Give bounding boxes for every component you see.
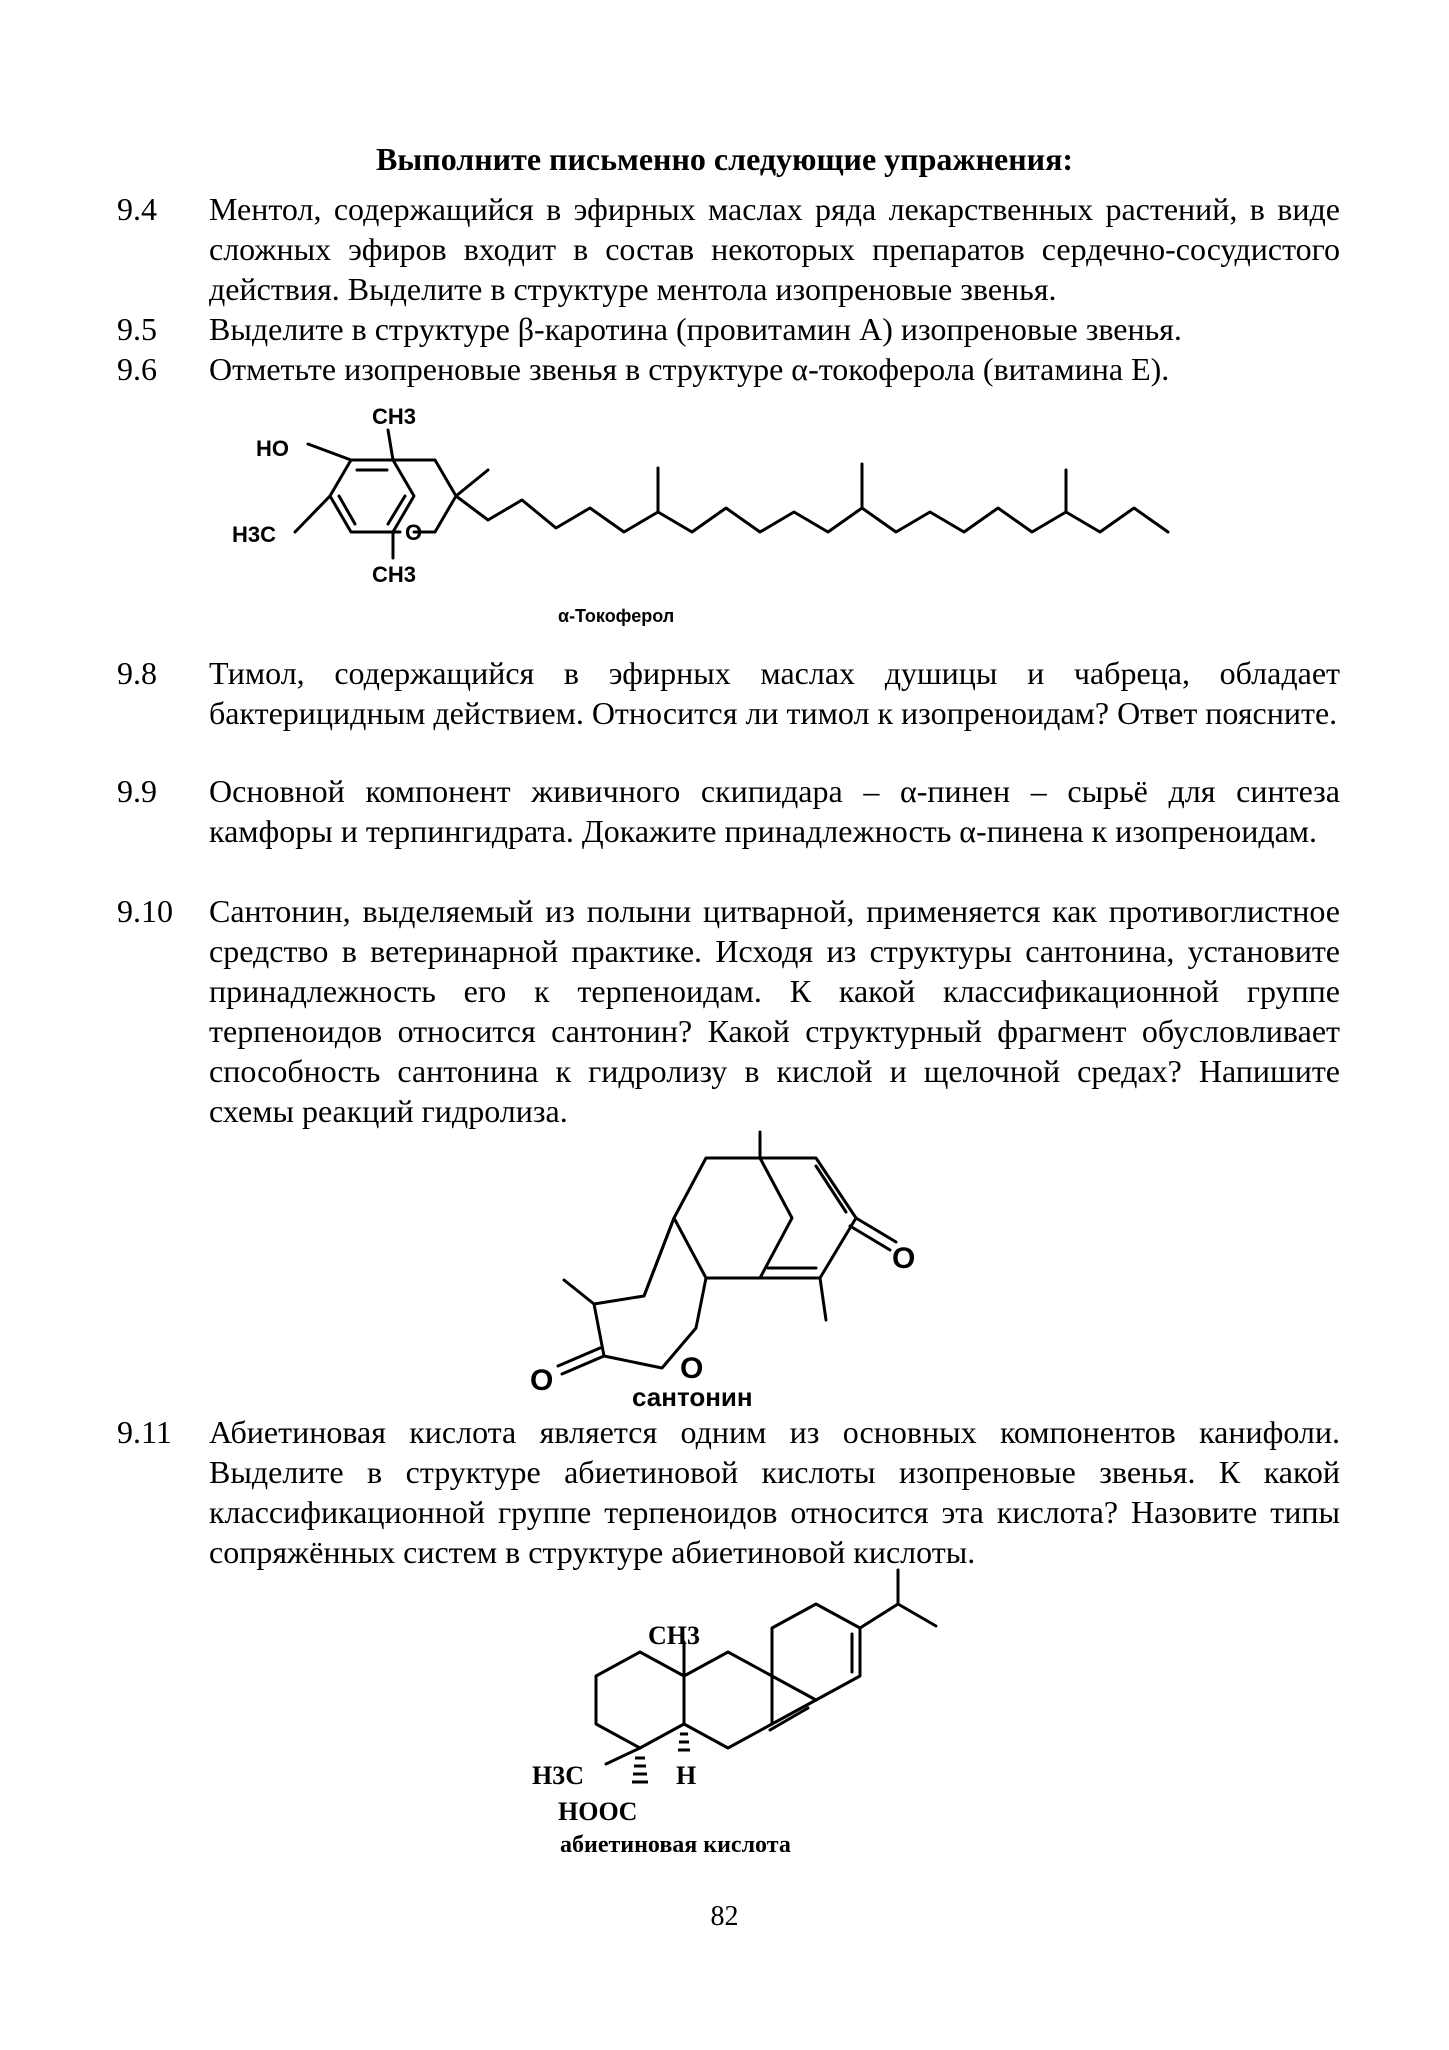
- tocopherol-ho: HO: [256, 436, 289, 461]
- exercise-number: 9.4: [117, 191, 157, 227]
- exercise-9-8: [117, 653, 1340, 733]
- exercise-text: Тимол, содержащийся в эфирных маслах душицы и чабреца, обладает бактерицидным действием. Относится ли тимол к изопреноидам? Ответ поясните.: [209, 655, 1340, 731]
- abietic-caption: абиетиновая кислота: [560, 1832, 791, 1858]
- page-heading: Выполните письменно следующие упражнения:: [375, 141, 1074, 177]
- exercise-text: Ментол, содержащийся в эфирных маслах ряда лекарственных растений, в виде сложных эфиров входит в состав некоторых препаратов сердечно-сосудистого действия. Выделите в структуре ментола изопреновые звенья.: [209, 191, 1340, 307]
- exercise-text: Выделите в структуре β-каротина (провитамин А) изопреновые звенья.: [209, 311, 1182, 347]
- exercise-9-11: [117, 1412, 1340, 1572]
- tocopherol-ch3-bottom: CH3: [372, 562, 417, 587]
- abietic-h: H: [676, 1761, 697, 1790]
- abietic-hooc: HOOC: [558, 1797, 638, 1826]
- exercise-text: Абиетиновая кислота является одним из основных компонентов канифоли. Выделите в структуре абиетиновой кислоты изопреновые звенья. К какой классификационной группе терпеноидов относится эта кислота? Назовите типы сопряжённых систем в структуре абиетиновой кислоты.: [209, 1414, 1340, 1570]
- exercise-9-5: [117, 309, 1340, 349]
- exercise-text: Отметьте изопреновые звенья в структуре α-токоферола (витамина Е).: [209, 351, 1170, 387]
- santonin-ring-o: O: [680, 1352, 704, 1385]
- exercise-number: 9.11: [117, 1414, 172, 1450]
- exercise-number: 9.8: [117, 655, 157, 691]
- exercise-number: 9.6: [117, 351, 157, 387]
- exercise-9-4: [117, 189, 1340, 309]
- tocopherol-structure: [220, 400, 1240, 640]
- tocopherol-ch3-top: CH3: [372, 404, 417, 429]
- exercise-number: 9.10: [117, 893, 173, 929]
- tocopherol-h3c: H3C: [232, 522, 277, 547]
- santonin-caption: сантонин: [632, 1382, 753, 1410]
- exercise-9-10: [117, 891, 1340, 1131]
- exercise-9-6: [117, 349, 1340, 389]
- abietic-acid-structure: [520, 1568, 960, 1868]
- abietic-ch3: CH3: [648, 1621, 700, 1650]
- santonin-ketone-o: O: [892, 1242, 916, 1275]
- exercise-number: 9.9: [117, 773, 157, 809]
- exercise-text: Основной компонент живичного скипидара – α-пинен – сырьё для синтеза камфоры и терпингидрата. Докажите принадлежность α-пинена к изопреноидам.: [209, 773, 1340, 849]
- tocopherol-caption: α-Токоферол: [558, 606, 675, 626]
- santonin-lactone-o: O: [530, 1364, 554, 1397]
- exercise-text: Сантонин, выделяемый из полыни цитварной, применяется как противоглистное средство в ветеринарной практике. Исходя из структуры сантонина, установите принадлежность его к терпеноидам. К какой классификационной группе терпеноидов относится сантонин? Какой структурный фрагмент обусловливает способность сантонина к гидролизу в кислой и щелочной средах? Напишите схемы реакций гидролиза.: [209, 893, 1340, 1129]
- exercise-number: 9.5: [117, 311, 157, 347]
- tocopherol-ring-o: O: [405, 520, 423, 545]
- exercise-9-9: [117, 771, 1340, 851]
- abietic-h3c: H3C: [532, 1761, 584, 1790]
- santonin-structure: [520, 1128, 940, 1410]
- page-number: 82: [710, 1901, 739, 1932]
